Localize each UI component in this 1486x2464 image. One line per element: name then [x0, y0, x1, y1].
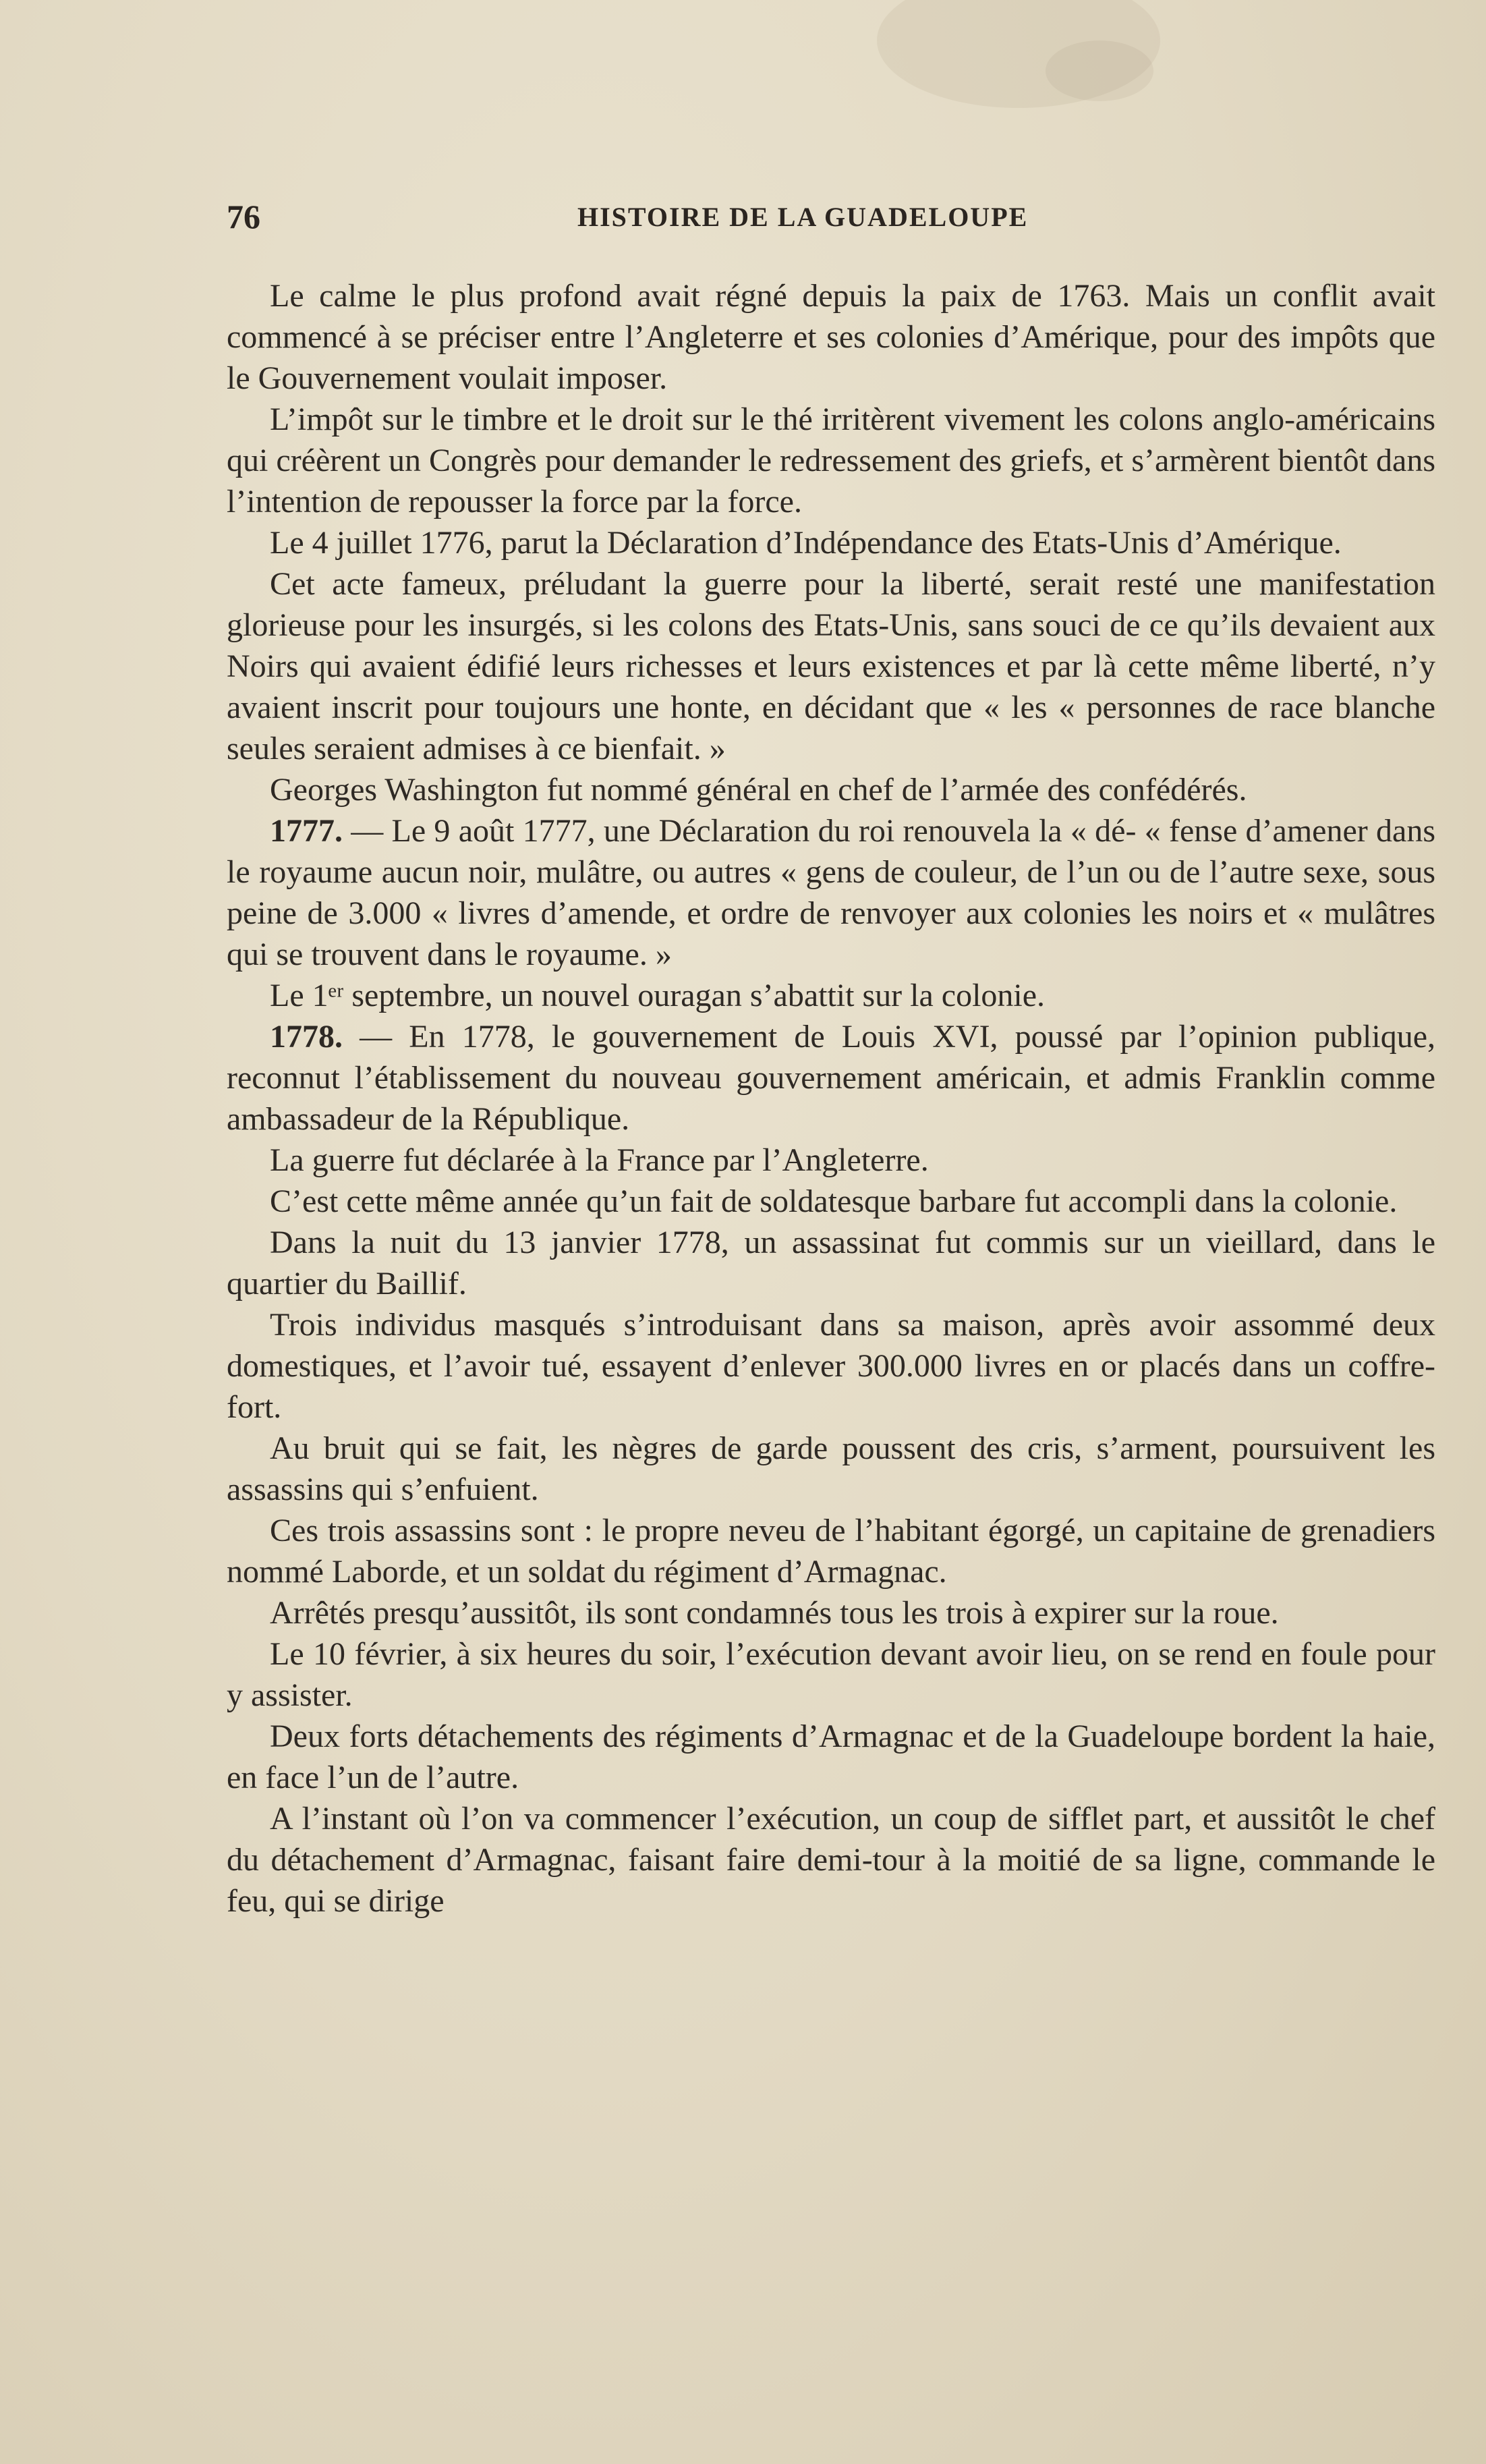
- paragraph-text: Cet acte fameux, préludant la guerre pour la liberté, serait resté une manifestation glorieuse pour les insurgés, si les colons des Etats-Unis, sans souci de ce qu’ils devaient aux Noirs qui avaient édifié leurs richesses et leurs existences et par là cette même liberté, n’y avaient inscrit pour toujours une honte, en décidant que « les « personnes de race blanche seules seraient admises à ce bienfait. »: [227, 566, 1435, 766]
- paragraph-text: L’impôt sur le timbre et le droit sur le thé irritèrent vivement les colons anglo-américains qui créèrent un Congrès pour demander le redressement des griefs, et s’armèrent bientôt dans l’intention de repousser la force par la force.: [227, 401, 1435, 520]
- paragraph-text: Le 1ᵉʳ septembre, un nouvel ouragan s’abattit sur la colonie.: [270, 978, 1046, 1013]
- paragraph: [227, 1428, 1435, 1510]
- paragraph-1777: [227, 810, 1435, 975]
- paragraph-text: Ces trois assassins sont : le propre neveu de l’habitant égorgé, un capitaine de grenadiers nommé Laborde, et un soldat du régiment d’Armagnac.: [227, 1513, 1435, 1590]
- paragraph-text: — Le 9 août 1777, une Déclaration du roi renouvela la « dé- « fense d’amener dans le royaume aucun noir, mulâtre, ou autres « gens de couleur, de l’un ou de l’autre sexe, sous peine de 3.000 « livres d’amende, et ordre de renvoyer aux colonies les noirs et « mulâtres qui se trouvent dans le royaume. »: [227, 813, 1435, 972]
- paragraph-text: A l’instant où l’on va commencer l’exécution, un coup de sifflet part, et aussitôt le chef du détachement d’Armagnac, faisant faire demi-tour à la moitié de sa ligne, commande le feu, qui se dirige: [227, 1801, 1435, 1919]
- paragraph: [227, 1716, 1435, 1798]
- paragraph-text: Trois individus masqués s’introduisant dans sa maison, après avoir assommé deux domestiques, et l’avoir tué, essayent d’enlever 300.000 livres en or placés dans un coffre-fort.: [227, 1307, 1435, 1425]
- paragraph: [227, 1304, 1435, 1428]
- paragraph-text: Le calme le plus profond avait régné depuis la paix de 1763. Mais un conflit avait commencé à se préciser entre l’Angleterre et ses colonies d’Amérique, pour des impôts que le Gouvernement voulait imposer.: [227, 278, 1435, 396]
- paragraph-text: Au bruit qui se fait, les nègres de garde poussent des cris, s’arment, poursuivent les assassins qui s’enfuient.: [227, 1430, 1435, 1507]
- paragraph: [227, 563, 1435, 769]
- paragraph: [227, 1798, 1435, 1922]
- paragraph-text: La guerre fut déclarée à la France par l’Angleterre.: [270, 1142, 929, 1178]
- year-heading-1778: 1778.: [270, 1019, 343, 1055]
- page-number: 76: [227, 198, 260, 235]
- paragraph: [227, 275, 1435, 399]
- body-text: [227, 275, 1435, 1922]
- paragraph: [227, 769, 1435, 810]
- paragraph: [227, 1140, 1435, 1181]
- paragraph-text: Arrêtés presqu’aussitôt, ils sont condamnés tous les trois à expirer sur la roue.: [270, 1595, 1279, 1631]
- paper-stain: [1046, 40, 1153, 101]
- paragraph-1778: [227, 1016, 1435, 1140]
- paragraph: [227, 1181, 1435, 1222]
- paragraph-text: Deux forts détachements des régiments d’Armagnac et de la Guadeloupe bordent la haie, en face l’un de l’autre.: [227, 1718, 1435, 1795]
- paragraph: [227, 522, 1435, 563]
- paragraph: [227, 1633, 1435, 1716]
- paragraph: [227, 1222, 1435, 1304]
- paragraph-text: Le 4 juillet 1776, parut la Déclaration d’Indépendance des Etats-Unis d’Amérique.: [270, 525, 1342, 561]
- paragraph: [227, 399, 1435, 522]
- page-header: [227, 193, 1184, 247]
- paragraph: [227, 1510, 1435, 1592]
- paragraph-text: C’est cette même année qu’un fait de soldatesque barbare fut accompli dans la colonie.: [270, 1183, 1398, 1219]
- paragraph-text: Le 10 février, à six heures du soir, l’exécution devant avoir lieu, on se rend en foule pour y assister.: [227, 1636, 1435, 1713]
- paragraph-text: Dans la nuit du 13 janvier 1778, un assassinat fut commis sur un vieillard, dans le quartier du Baillif.: [227, 1225, 1435, 1301]
- paragraph: [227, 975, 1435, 1016]
- paragraph-text: — En 1778, le gouvernement de Louis XVI, poussé par l’opinion publique, reconnut l’établissement du nouveau gouvernement américain, et admis Franklin comme ambassadeur de la République.: [227, 1019, 1435, 1137]
- year-heading-1777: 1777.: [270, 813, 343, 849]
- running-title: HISTOIRE DE LA GUADELOUPE: [577, 202, 1029, 232]
- paragraph: [227, 1592, 1435, 1633]
- paragraph-text: Georges Washington fut nommé général en chef de l’armée des confédérés.: [270, 772, 1247, 808]
